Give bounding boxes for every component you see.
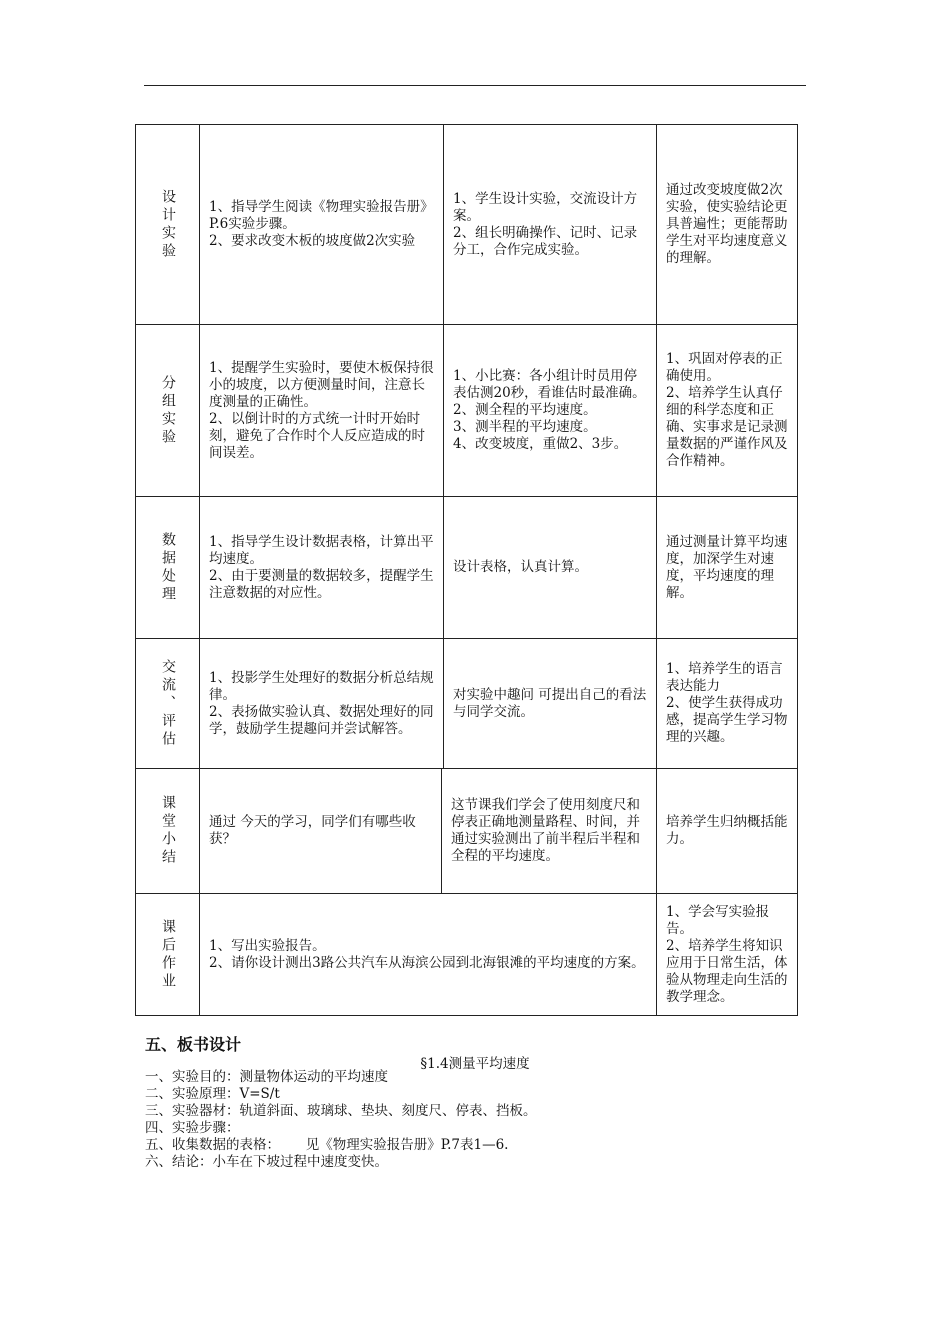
header-rule [144,85,806,86]
student-activity: 对实验中趣问 可提出自己的看法与同学交流。 [443,638,657,769]
student-activity: 1、学生设计实验，交流设计方案。 2、组长明确操作、记时、记录分工，合作完成实验。 [443,124,657,325]
student-activity: 1、小比赛：各小组计时员用停表估测20秒，看谁估时最准确。 2、测全程的平均速度。 3、测半程的平均速度。 4、改变坡度，重做2、3步。 [443,324,657,497]
design-intent: 通过改变坡度做2次实验，使实验结论更具普遍性；更能帮助学生对平均速度意义的理解。 [656,124,798,325]
board-title: §1.4测量平均速度 [420,1056,530,1072]
student-activity: 设计表格，认真计算。 [443,496,657,639]
board-content [145,1069,537,1171]
design-intent: 培养学生归纳概括能力。 [656,768,798,894]
board-line: 六、结论：小车在下坡过程中速度变快。 [145,1154,388,1170]
board-line: 五、收集数据的表格： 见《物理实验报告册》P.7表1—6. [145,1137,509,1153]
board-line: 四、实验步骤： [145,1120,240,1136]
row-label: 设计实验 [135,124,200,325]
board-line: 二、实验原理：V=S/t [145,1086,280,1102]
student-activity: 这节课我们学会了使用刻度尺和停表正确地测量路程、时间，并通过实验测出了前半程后半程和全程的平均速度。 [441,768,657,894]
teacher-activity: 1、指导学生阅读《物理实验报告册》P.6实验步骤。 2、要求改变木板的坡度做2次实验 [199,124,444,325]
design-intent: 1、巩固对停表的正确使用。 2、培养学生认真仔细的科学态度和正确、实事求是记录测量数据的严谨作风及合作精神。 [656,324,798,497]
row-label: 课后作业 [135,893,200,1016]
board-line: 三、实验器材：轨道斜面、玻璃球、垫块、刻度尺、停表、挡板。 [145,1103,537,1119]
teacher-activity: 1、指导学生设计数据表格，计算出平均速度。 2、由于要测量的数据较多，提醒学生注意数据的对应性。 [199,496,444,639]
teacher-activity: 1、投影学生处理好的数据分析总结规律。 2、表扬做实验认真、数据处理好的同学，鼓励学生提趣问并尝试解答。 [199,638,444,769]
design-intent: 通过测量计算平均速度，加深学生对速度，平均速度的理解。 [656,496,798,639]
section-heading: 五、板书设计 [145,1035,242,1054]
row-label: 分组实验 [135,324,200,497]
board-line: 一、实验目的：测量物体运动的平均速度 [145,1069,388,1085]
teacher-activity: 1、提醒学生实验时，要使木板保持很小的坡度，以方便测量时间，注意长度测量的正确性。 2、以倒计时的方式统一计时开始时刻，避免了合作时个人反应造成的时间误差。 [199,324,444,497]
homework-content: 1、写出实验报告。 2、请你设计测出3路公共汽车从海滨公园到北海银滩的平均速度的方案。 [199,893,657,1016]
row-label: 课堂小结 [135,768,200,894]
design-intent: 1、培养学生的语言表达能力 2、使学生获得成功感，提高学生学习物理的兴趣。 [656,638,798,769]
row-label: 数据处理 [135,496,200,639]
teacher-activity: 通过 今天的学习，同学们有哪些收获？ [199,768,442,894]
row-label: 交流、评估 [135,638,200,769]
design-intent: 1、学会写实验报告。 2、培养学生将知识应用于日常生活，体验从物理走向生活的教学理念。 [656,893,798,1016]
